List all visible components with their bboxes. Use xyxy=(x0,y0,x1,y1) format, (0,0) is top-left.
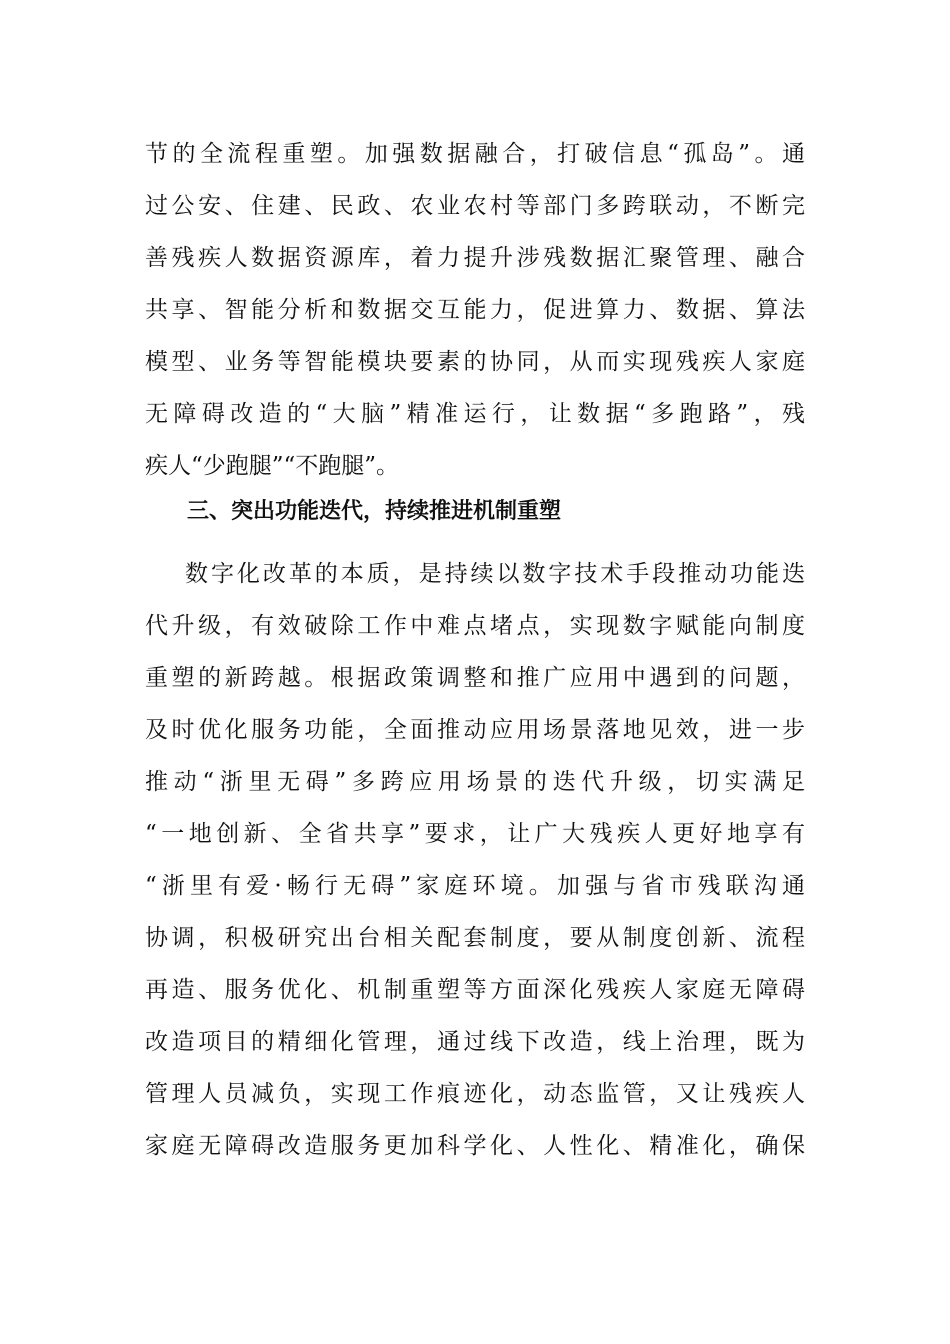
section-heading: 三、突出功能迭代，持续推进机制重塑 xyxy=(187,499,562,524)
paragraph-line: 改造项目的精细化管理，通过线下改造，线上治理，既为 xyxy=(145,1029,805,1055)
paragraph-line: 节的全流程重塑。加强数据融合，打破信息“孤岛”。通 xyxy=(145,141,805,167)
paragraph-line: 推动“浙里无碍”多跨应用场景的迭代升级，切实满足 xyxy=(145,769,805,795)
paragraph-line: 再造、服务优化、机制重塑等方面深化残疾人家庭无障碍 xyxy=(145,977,805,1003)
paragraph-line: 模型、业务等智能模块要素的协同，从而实现残疾人家庭 xyxy=(145,349,805,375)
paragraph-line: “浙里有爱·畅行无碍”家庭环境。加强与省市残联沟通 xyxy=(145,873,805,899)
paragraph-line: 无障碍改造的“大脑”精准运行，让数据“多跑路”，残 xyxy=(145,401,805,427)
paragraph-line: 代升级，有效破除工作中难点堵点，实现数字赋能向制度 xyxy=(145,613,805,639)
paragraph-line: 共享、智能分析和数据交互能力，促进算力、数据、算法 xyxy=(145,297,805,323)
paragraph-line: “一地创新、全省共享”要求，让广大残疾人更好地享有 xyxy=(145,821,805,847)
paragraph-line: 及时优化服务功能，全面推动应用场景落地见效，进一步 xyxy=(145,717,805,743)
paragraph-line: 家庭无障碍改造服务更加科学化、人性化、精准化，确保 xyxy=(145,1133,805,1159)
paragraph-function-iteration xyxy=(145,548,805,1172)
paragraph-line: 重塑的新跨越。根据政策调整和推广应用中遇到的问题， xyxy=(145,665,805,691)
paragraph-line: 善残疾人数据资源库，着力提升涉残数据汇聚管理、融合 xyxy=(145,245,805,271)
paragraph-line: 管理人员减负，实现工作痕迹化，动态监管，又让残疾人 xyxy=(145,1081,805,1107)
paragraph-line: 协调，积极研究出台相关配套制度，要从制度创新、流程 xyxy=(145,925,805,951)
paragraph-line: 疾人“少跑腿”“不跑腿”。 xyxy=(145,453,400,479)
paragraph-data-fusion xyxy=(145,128,805,492)
paragraph-line: 数字化改革的本质，是持续以数字技术手段推动功能迭 xyxy=(185,561,805,587)
paragraph-line: 过公安、住建、民政、农业农村等部门多跨联动，不断完 xyxy=(145,193,805,219)
